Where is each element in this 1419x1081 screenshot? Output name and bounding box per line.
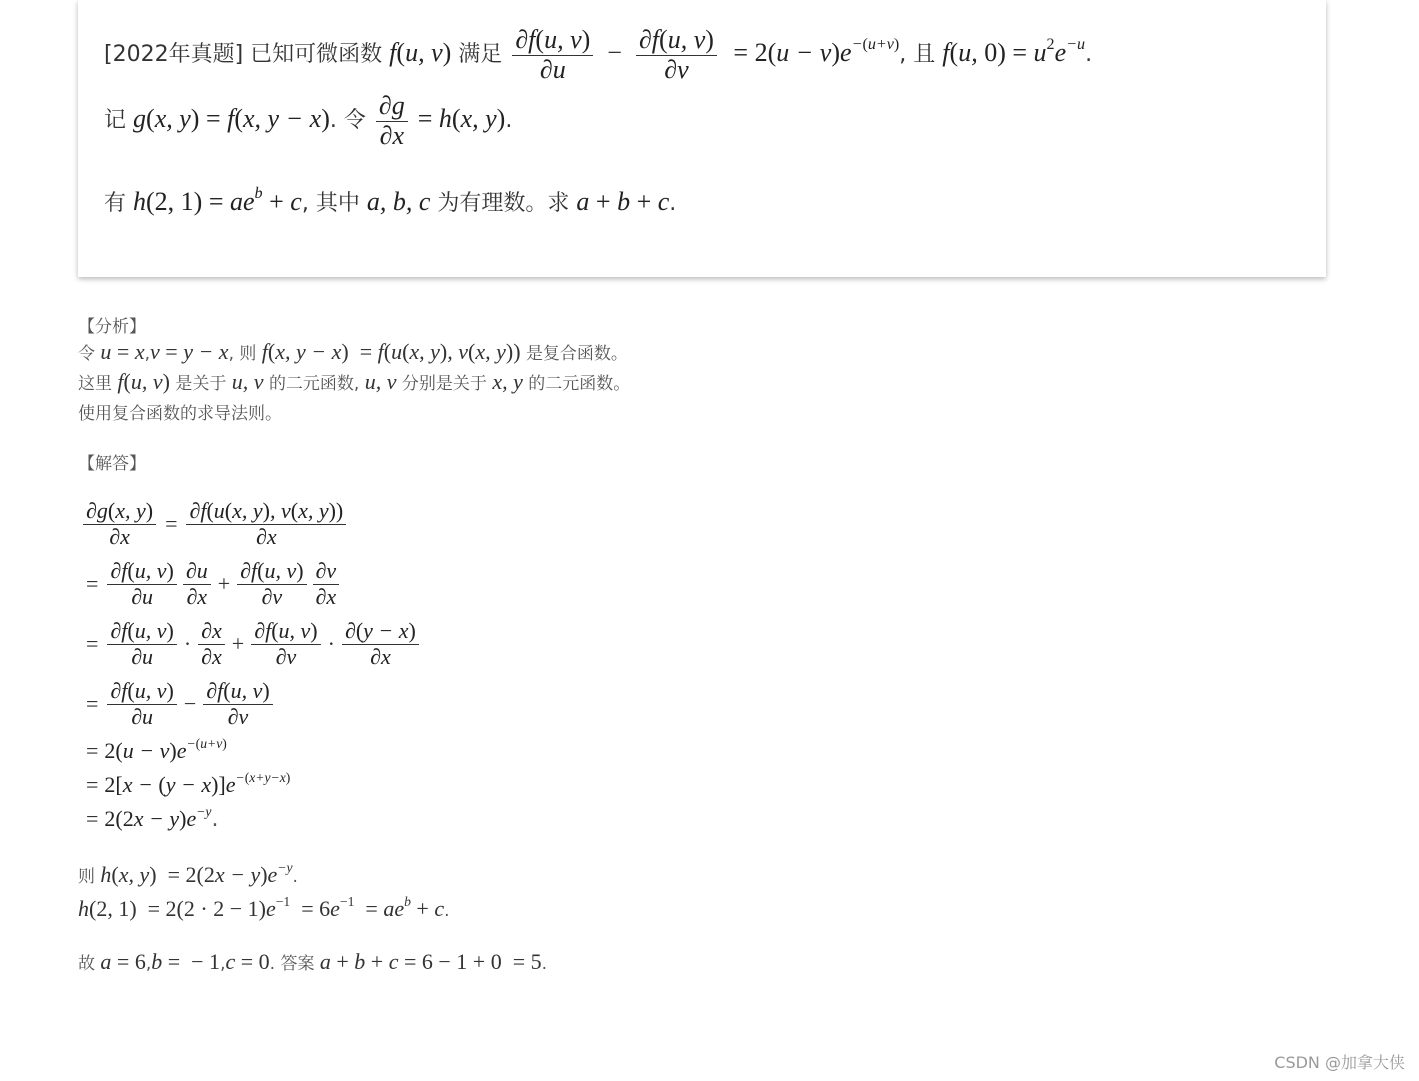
problem-card: [78, 0, 1326, 277]
fraction-df-du: $\frac{\partial f(u, v)}{\partial u}$: [512, 26, 593, 84]
analysis-heading: 【分析】: [78, 317, 146, 337]
derivation-row: = $\frac{\partial f(u, v)}{\partial u}$ − $\frac{\partial f(u, v)}{\partial v}$: [80, 674, 422, 734]
fraction-df-dv: $\frac{\partial f(u, v)}{\partial v}$: [636, 26, 717, 84]
analysis-line-3: 使用复合函数的求导法则。: [78, 404, 282, 424]
derivation-row: $\frac{\partial g(x, y)}{\partial x}$ = $\frac{\partial f(u(x, y), v(x, y))}{\partial x}$: [80, 494, 422, 554]
derivation-row: = $\frac{\partial f(u, v)}{\partial u}$ $\frac{\partial u}{\partial x}$ + $\frac{\partial f(u, v)}{\partial v}$ $\frac{\partial v}{\partial x}$: [80, 554, 422, 614]
fraction-dg-dx: $\frac{\partial g}{\partial x}$: [376, 92, 408, 150]
derivation-row: = $2[x - (y - x)]e^{-(x+y-x)}$: [86, 769, 291, 797]
problem-line-1: [2022年真题] 已知可微函数 f(u, v) 满足 $\frac{\partial f(u, v)}{\partial u}$ − $\frac{\partial f(u, v)}{\partial v}$ = $2(u - v)e^{-(u+v)}$, 且 f(u, $0) = u^2e^{-u}$.: [104, 25, 1093, 84]
derivation-row: = $2(2x - y)e^{-y}$ .: [86, 803, 219, 832]
derivation-row: = $\frac{\partial f(u, v)}{\partial u}$ · $\frac{\partial x}{\partial x}$ + $\frac{\partial f(u, v)}{\partial v}$ · $\frac{\partial(y - x)}{\partial x}$: [80, 614, 422, 674]
result-line-1: 则 h(x, $y) = 2(2x - y)e^{-y}$.: [78, 859, 298, 887]
solution-heading: 【解答】: [78, 454, 146, 474]
problem-line-3: 有 h(2, $1) = ae^b + c$, 其中 a, b, c 为有理数。求 a + b + c.: [104, 184, 677, 216]
result-line-2: h(2, $1) = 2(2 \cdot 2 - 1)e^{-1} = 6e^{-1} = ae^b + c$.: [78, 893, 450, 921]
final-answer-line: 故 a = 6,b = − 1,c = 0. 答案 a + b + c = 6 − 1 + 0 = 5.: [78, 949, 548, 974]
problem-line-2: 记 g(x, y) = f(x, y − x). 令 $\frac{\partial g}{\partial x}$ = h(x, y).: [104, 91, 513, 150]
exam-tag: [2022年真题]: [104, 42, 244, 68]
analysis-line-1: 令 u = x,v = y − x, 则 f(x, y − x) = f(u(x, y), v(x, y)) 是复合函数。: [78, 339, 628, 364]
watermark: CSDN @加拿大侠: [1274, 1053, 1405, 1072]
derivation: [80, 494, 422, 836]
analysis-line-2: 这里 f(u, v) 是关于 u, v 的二元函数, u, v 分别是关于 x, y 的二元函数。: [78, 369, 631, 394]
derivation-row: = $2(u - v)e^{-(u+v)}$: [86, 735, 227, 763]
